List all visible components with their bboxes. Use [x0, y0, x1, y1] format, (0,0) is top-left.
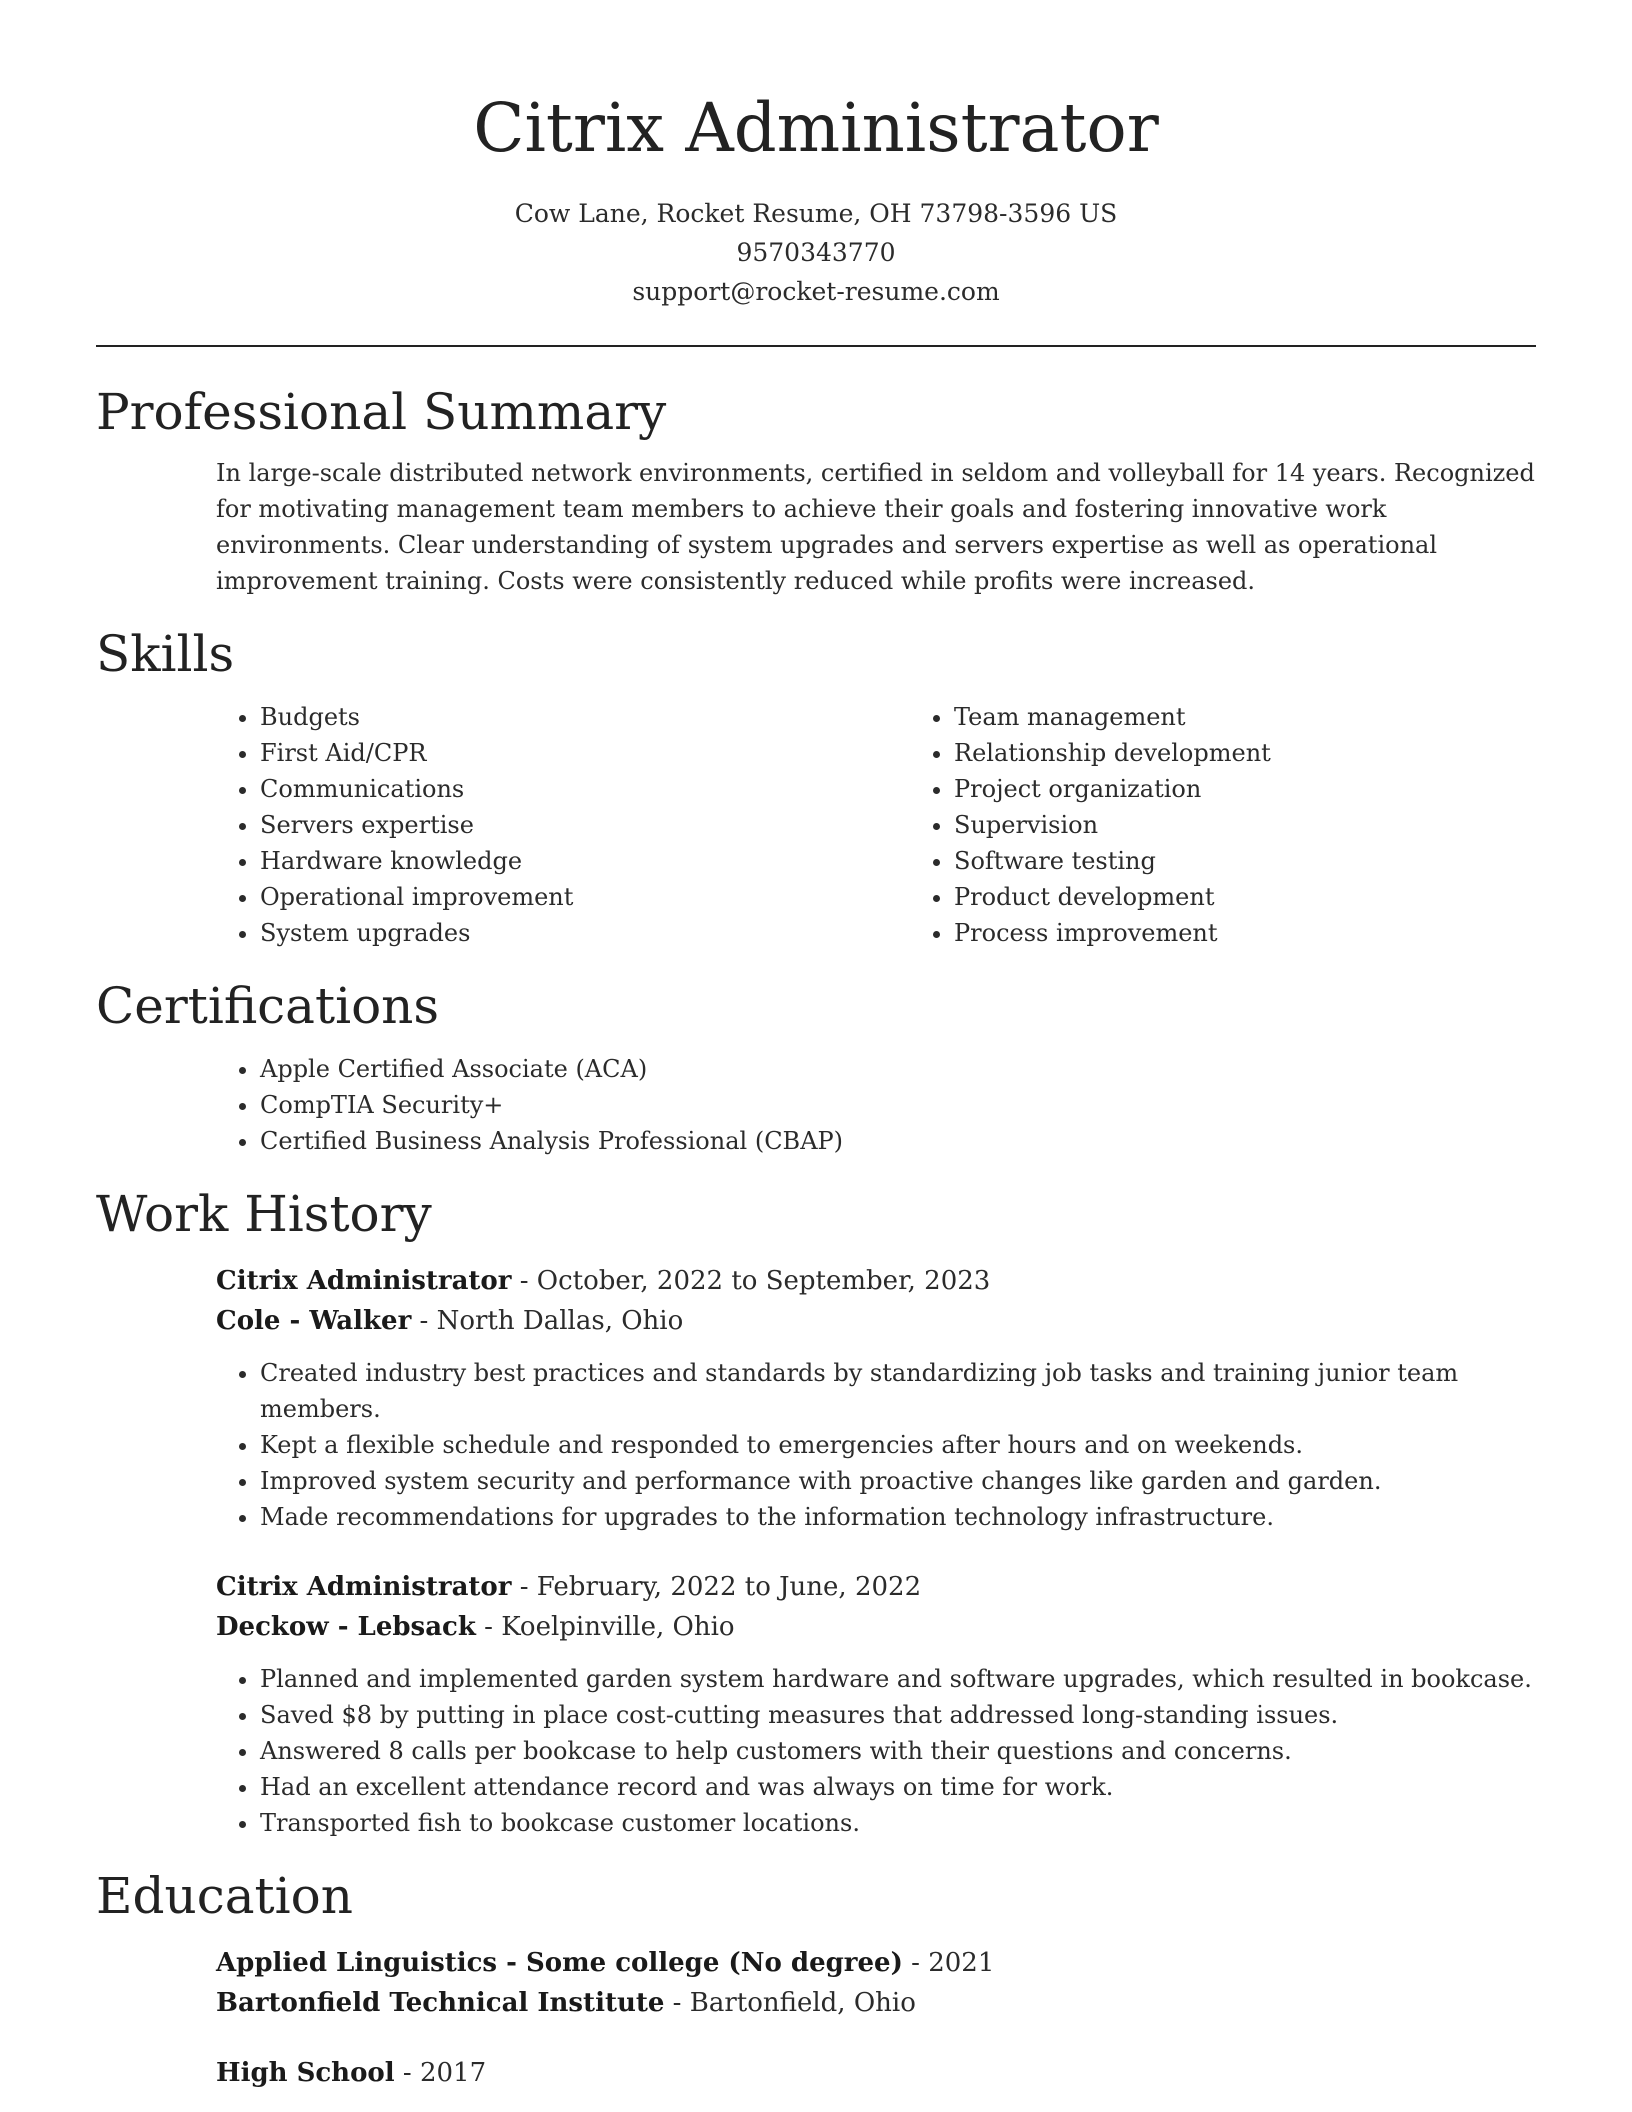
skills-grid — [96, 685, 1536, 951]
certification-item: • Certified Business Analysis Professional (CBAP) — [260, 1123, 1536, 1159]
section-title-skills: Skills — [96, 625, 235, 683]
job-entry — [216, 1567, 1536, 1841]
job-bullet: • Answered 8 calls per bookcase to help customers with their questions and concerns. — [260, 1733, 1536, 1769]
section-title-certifications: Certifications — [96, 977, 440, 1035]
job-bullet: • Planned and implemented garden system hardware and software upgrades, which resulted in bookcase. — [260, 1661, 1536, 1697]
skill-item: • Communications — [260, 771, 910, 807]
phone: 9570343770 — [736, 238, 896, 267]
certifications-list — [216, 1051, 1536, 1159]
education-degree-line — [216, 1943, 1536, 1983]
education-school-line — [216, 1983, 1536, 2023]
candidate-name: Citrix Administrator — [473, 89, 1159, 167]
job-bullet: • Transported fish to bookcase customer locations. — [260, 1805, 1536, 1841]
job-bullet: • Kept a flexible schedule and responded to emergencies after hours and on weekends. — [260, 1427, 1536, 1463]
education-location: - Bartonfield, Ohio — [664, 1988, 916, 2018]
job-role: Citrix Administrator — [216, 1572, 512, 1602]
job-bullet: • Had an excellent attendance record and was always on time for work. — [260, 1769, 1536, 1805]
skill-item: • Supervision — [954, 807, 1604, 843]
work-history-section — [96, 1183, 1536, 1841]
skill-item: • Operational improvement — [260, 879, 910, 915]
job-dates: - February, 2022 to June, 2022 — [511, 1572, 922, 1602]
job-title-line — [216, 1261, 1536, 1301]
contact-info — [96, 194, 1536, 311]
skill-item: • Project organization — [954, 771, 1604, 807]
education-school: Bartonfield Technical Institute — [216, 1988, 665, 2018]
job-role: Citrix Administrator — [216, 1266, 512, 1296]
summary-section — [96, 381, 1536, 599]
job-company-line — [216, 1607, 1536, 1647]
section-title-work-history: Work History — [96, 1185, 432, 1243]
skills-section — [96, 623, 1536, 951]
resume-header — [96, 0, 1536, 311]
job-company: Deckow - Lebsack — [216, 1612, 476, 1642]
education-year: - 2017 — [394, 2058, 487, 2088]
skill-item: • System upgrades — [260, 915, 910, 951]
email: support@rocket-resume.com — [632, 277, 1000, 306]
section-title-summary: Professional Summary — [96, 383, 667, 441]
job-title-line — [216, 1567, 1536, 1607]
education-field: High School — [216, 2058, 395, 2088]
job-bullets — [216, 1661, 1536, 1841]
job-location: - Koelpinville, Ohio — [475, 1612, 735, 1642]
job-bullet: • Improved system security and performance with proactive changes like garden and garden. — [260, 1463, 1536, 1499]
certifications-section — [96, 975, 1536, 1159]
education-entry — [216, 2053, 1536, 2093]
summary-text: In large-scale distributed network environments, certified in seldom and volleyball for 14 years. Recognized for motivating management team members to achieve their goals and fostering innovative work environments. Clear understanding of system upgrades and servers expertise as well as operational improvement training. Costs were consistently reduced while profits were increased. — [216, 459, 1535, 595]
certification-item: • CompTIA Security+ — [260, 1087, 1536, 1123]
skill-item: • Team management — [954, 699, 1604, 735]
skill-item: • First Aid/CPR — [260, 735, 910, 771]
address: Cow Lane, Rocket Resume, OH 73798-3596 US — [514, 199, 1118, 228]
education-entry — [216, 1943, 1536, 2023]
skill-item: • Product development — [954, 879, 1604, 915]
skill-item: • Servers expertise — [260, 807, 910, 843]
job-company-line — [216, 1301, 1536, 1341]
skill-item: • Relationship development — [954, 735, 1604, 771]
job-bullet: • Made recommendations for upgrades to the information technology infrastructure. — [260, 1499, 1536, 1535]
education-year: - 2021 — [902, 1948, 995, 1978]
header-divider — [96, 345, 1536, 347]
education-section — [96, 1865, 1536, 2093]
job-bullet: • Saved $8 by putting in place cost-cutting measures that addressed long-standing issues. — [260, 1697, 1536, 1733]
job-location: - North Dallas, Ohio — [411, 1306, 684, 1336]
job-bullet: • Created industry best practices and standards by standardizing job tasks and training junior team members. — [260, 1355, 1536, 1427]
skill-item: • Hardware knowledge — [260, 843, 910, 879]
job-company: Cole - Walker — [216, 1306, 412, 1336]
skill-item: • Software testing — [954, 843, 1604, 879]
certification-item: • Apple Certified Associate (ACA) — [260, 1051, 1536, 1087]
job-dates: - October, 2022 to September, 2023 — [511, 1266, 991, 1296]
skill-item: • Process improvement — [954, 915, 1604, 951]
skills-list-right — [910, 699, 1604, 951]
job-bullets — [216, 1355, 1536, 1535]
section-title-education: Education — [96, 1867, 353, 1925]
skill-item: • Budgets — [260, 699, 910, 735]
job-entry — [216, 1261, 1536, 1535]
skills-list-left — [216, 699, 910, 951]
education-degree-line — [216, 2053, 1536, 2093]
education-field: Applied Linguistics - Some college (No degree) — [216, 1948, 903, 1978]
